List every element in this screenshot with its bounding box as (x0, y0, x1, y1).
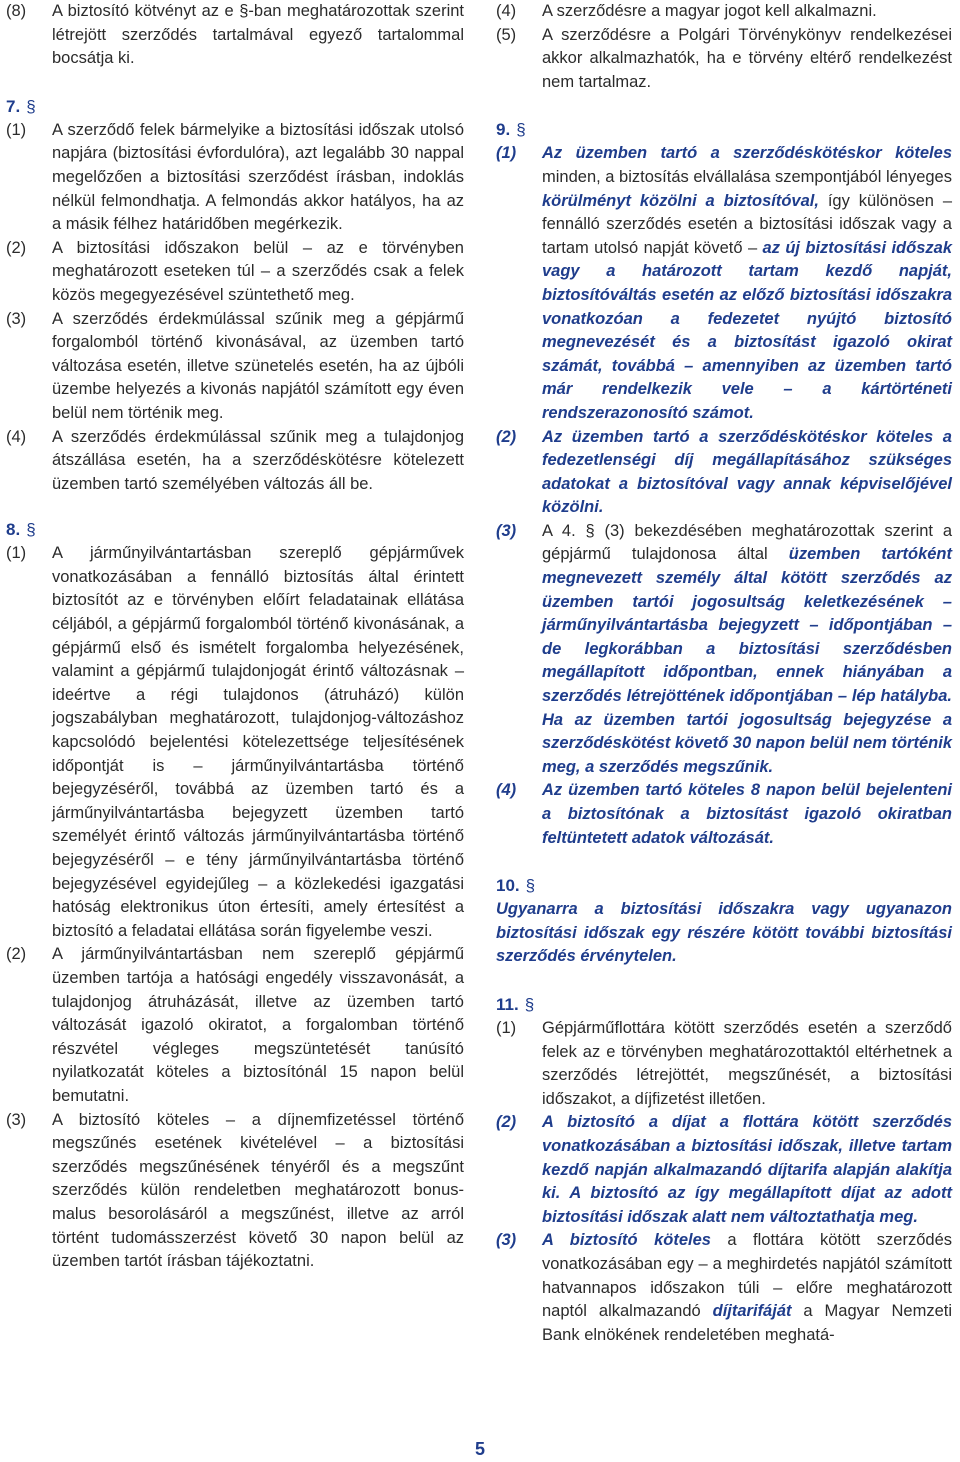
section-9-paragraph-3 (496, 520, 952, 780)
emphasis-text: díjtarifáját (712, 1302, 792, 1321)
plain-text: A 4. § (3) bekezdésében meghatározottak szerint a gépjármű tulajdonosa által (542, 521, 952, 564)
paragraph-text: A biztosító köteles – a díjnemfizetéssel történő megszűnés esetének kivételével – a biztosítási szerződés megszűnésének tényéről és a megszűnt szerződés külön rendeletben meghatározott bonus-malus besorolásáról a megszűnést, illetve az arról történt tudomásszerzést követő 30 napon belül az üzemben tartót írásban tájékoztatni. (52, 1110, 464, 1271)
paragraph-number: (2) (6, 945, 27, 964)
paragraph-text (542, 1229, 952, 1347)
left-column (6, 0, 464, 1274)
section-8-heading (6, 518, 464, 542)
emphasis-text: A biztosító köteles (542, 1231, 711, 1250)
paragraph-8-4 (496, 0, 952, 24)
paragraph-number: (1) (496, 1018, 517, 1037)
section-8-paragraph-2 (6, 943, 464, 1108)
section-number: 8. (6, 520, 21, 540)
paragraph-number: (4) (496, 2, 517, 20)
section-10-text (496, 898, 952, 969)
section-9-paragraph-1 (496, 142, 952, 425)
paragraph-text (542, 142, 952, 425)
paragraph-8-5 (496, 24, 952, 95)
paragraph-text: A szerződésre a Polgári Törvénykönyv rendelkezései akkor alkalmazhatók, ha e törvény eltérő rendelkezést nem tartalmaz. (542, 25, 952, 91)
section-9-paragraph-4 (496, 779, 952, 850)
plain-text: a flottára kötött szerződés vonatkozásában egy – a meghirdetés napjától számított hatvannapos időszakon túli – előre meghatározott naptól alkalmazandó (542, 1231, 952, 1321)
paragraph-text: Az üzemben tartó a szerződéskötéskor köteles a fedezetlenségi díj megállapításához szükséges adatokat a biztosítóval vagy annak képviselőjével közölni. (542, 427, 952, 517)
paragraph-number: (4) (496, 781, 517, 800)
section-11-paragraph-2 (496, 1111, 952, 1229)
section-10-heading (496, 874, 952, 898)
paragraph-number: (2) (496, 1113, 517, 1132)
section-9-heading (496, 118, 952, 142)
paragraph-number: (3) (496, 1231, 517, 1250)
section-sign: § (26, 96, 36, 116)
section-11-paragraph-1 (496, 1017, 952, 1111)
emphasis-text: Az üzemben tartó a szerződéskötéskor köteles (542, 144, 952, 163)
section-number: 7. (6, 96, 21, 116)
section-7-paragraph-3 (6, 308, 464, 426)
section-sign: § (26, 520, 36, 540)
section-sign: § (525, 876, 536, 896)
paragraph-number: (3) (6, 1110, 27, 1129)
paragraph-text: A szerződés érdekmúlással szűnik meg a gépjármű forgalomból történő kivonásával, az üzemben tartó változása esetén, illetve szünetelés esetén, ha az újbóli üzembe helyezés a kivonás napjától számított egy éven belül nem történik meg. (52, 309, 464, 422)
section-number: 10. (496, 876, 520, 896)
paragraph-text: A szerződő felek bármelyike a biztosítási időszak utolsó napjára (biztosítási évfordulóra), azt legalább 30 nappal megelőzően a biztosítási szerződést írásban, indoklás nélkül felmondhatja. A felmondás akkor hatályos, ha az a másik félhez határidőben megérkezik. (52, 120, 464, 234)
paragraph-number: (5) (496, 25, 517, 44)
section-sign: § (524, 994, 535, 1014)
paragraph-8-8 (6, 0, 464, 71)
section-9-paragraph-2 (496, 426, 952, 520)
emphasis-text: körülményt közölni a biztosítóval, (542, 191, 819, 210)
section-8-paragraph-3 (6, 1109, 464, 1274)
right-column (496, 0, 952, 1347)
paragraph-text: A járműnyilvántartásban szereplő gépjárművek vonatkozásában a fennálló biztosítás által érintett biztosítót az e törvényben előírt feladatainak ellátása céljából, a gépjármű forgalomból történő kivonásának, a gépjármű első és ismételt forgalomba helyezésének, valamint a gépjármű tulajdonjogát érintő változásnak – ideértve a régi tulajdonos (átruházó) külön jogszabályban meghatározott, tulajdonjog-változáshoz kapcsolódó bejelentési kötelezettsége teljesítésének időpontját is – járműnyilvántartásba történő bejegyzéséről, továbbá az üzemben tartó és a járműnyilvántartásba bejegyzett üzemben tartó személyét érintő változás járműnyilvántartásba történő bejegyzéséről – e tény járműnyilvántartásba történő bejegyzésével egyidejűleg – a közlekedési igazgatási hatóság elektronikus úton értesíti, amely értesítést a biztosító a feladatai ellátása során figyelembe veszi. (52, 544, 464, 940)
paragraph-number: (1) (496, 144, 517, 163)
section-11-heading (496, 993, 952, 1017)
section-11-paragraph-3 (496, 1229, 952, 1347)
page-number: 5 (474, 1439, 485, 1459)
plain-text: így különösen – fennálló szerződés esetén a biztosítási időszak vagy a tartam utolsó napját követő – (542, 191, 952, 257)
paragraph-number: (4) (6, 427, 27, 446)
emphasis-text: az új biztosítási időszak vagy a határozott tartam kezdő napját, biztosítóváltás esetén az előző biztosítási időszakra vonatkozóan a fedezetet nyújtó biztosító megnevezését és a biztosítást igazoló okirat számát, továbbá – amennyiben az üzemben tartó már rendelkezik vele – a kártörténeti rendszerazonosító számot. (542, 238, 952, 422)
section-8-paragraph-1 (6, 542, 464, 943)
paragraph-text: A szerződés érdekmúlással szűnik meg a tulajdonjog átszállása esetén, ha a szerződéskötésre kötelezett üzemben tartó személyében változás áll be. (52, 427, 464, 493)
paragraph-number: (3) (6, 309, 27, 328)
paragraph-text: A járműnyilvántartásban nem szereplő gépjármű üzemben tartója a hatósági engedély visszavonását, a tulajdonjog átruházását, illetve az üzemben tartó változását igazoló okiratot, a forgalomban történő részvétel végleges megszüntetését tanúsító nyilatkozatát köteles a biztosítónál 15 napon belül bemutatni. (52, 945, 464, 1105)
paragraph-text: A biztosítási időszakon belül – az e törvényben meghatározott eseteken túl – a szerződés csak a felek közös megegyezésével szüntethető meg. (52, 238, 464, 304)
paragraph-text (542, 520, 952, 780)
section-7-paragraph-4 (6, 426, 464, 497)
section-sign: § (516, 120, 526, 140)
paragraph-number: (1) (6, 544, 27, 563)
plain-text: a Magyar Nemzeti Bank elnökének rendeletében meghatá- (542, 1302, 953, 1344)
plain-text: minden, a biztosítás elvállalása szempontjából lényeges (542, 167, 952, 186)
section-7-paragraph-1 (6, 119, 464, 237)
paragraph-text: A szerződésre a magyar jogot kell alkalmazni. (542, 2, 877, 20)
paragraph-number: (2) (6, 238, 27, 257)
section-7-heading (6, 95, 464, 119)
paragraph-number: (3) (496, 521, 517, 540)
section-number: 9. (496, 120, 511, 140)
paragraph-text: Az üzemben tartó köteles 8 napon belül bejelenteni a biztosítónak a biztosítást igazoló okiratban feltüntetett adatok változását. (542, 781, 952, 847)
section-7-paragraph-2 (6, 237, 464, 308)
paragraph-number: (8) (6, 2, 27, 20)
paragraph-text: A biztosító a díjat a flottára kötött szerződés vonatkozásában a biztosítási időszak, illetve tartam kezdő napján alkalmazandó díjtarifa alapján alakítja ki. A biztosító az így megállapított díjat az adott biztosítási időszak alatt nem változtathatja meg. (542, 1113, 952, 1226)
paragraph-text: Gépjárműflottára kötött szerződés esetén a szerződő felek az e törvényben meghatározottaktól eltérhetnek a szerződés létrejöttét, megszűnését, a biztosítási időszakot, a díjfizetést illetően. (542, 1018, 952, 1108)
paragraph-text: Ugyanarra a biztosítási időszakra vagy ugyanazon biztosítási időszak egy részére kötött további biztosítási szerződés érvénytelen. (496, 900, 952, 966)
emphasis-text: üzemben tartóként megnevezett személy által kötött szerződés az üzemben tartói jogosultság keletkezésének – járműnyilvántartásba bejegyzett – időpontjában – de legkorábban a biztosítási szerződésben megállapított időpontban, ennek hiányában a szerződés létrejöttének időpontjában – lép hatályba. Ha az üzemben tartói jogosultság bejegyzése a szerződéskötést követő 30 napon belül nem történik meg, a szerződés megszűnik. (542, 545, 952, 776)
paragraph-number: (2) (496, 427, 517, 446)
paragraph-number: (1) (6, 120, 27, 139)
section-number: 11. (496, 994, 519, 1014)
paragraph-text: A biztosító kötvényt az e §-ban meghatározottak szerint létrejött szerződés tartalmával egyező tartalommal bocsátja ki. (52, 2, 464, 68)
